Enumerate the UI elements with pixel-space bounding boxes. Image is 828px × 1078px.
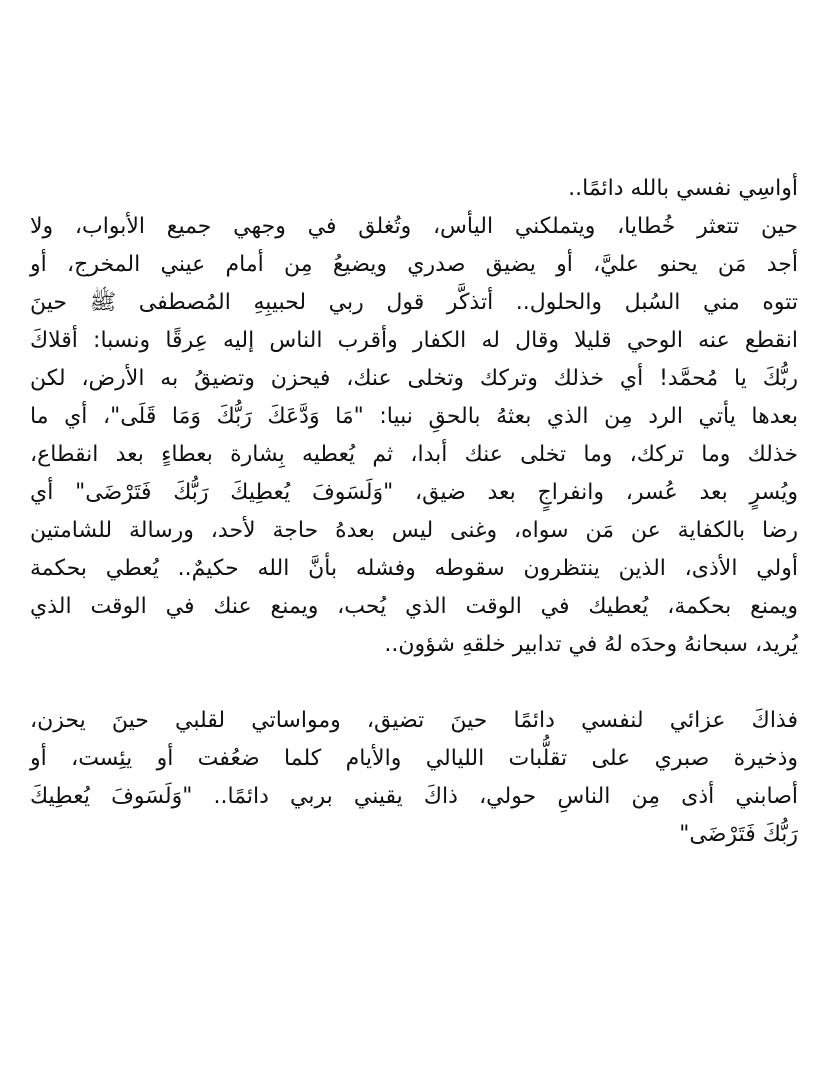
- text-line: أولي الأذى، الذين ينتظرون سقوطه وفشله بأنَّ الله حكيمٌ.. يُعطي بحكمة: [30, 556, 798, 581]
- paragraph-gap: [30, 664, 798, 702]
- text-line: أجد مَن يحنو عليَّ، أو يضيق صدري ويضيعُ مِن أمام عيني المخرج، أو: [30, 252, 798, 277]
- text-line: يُريد، سبحانهُ وحدَه لهُ في تدابير خلقهِ شؤون..: [384, 632, 798, 657]
- document-page: [0, 170, 828, 854]
- text-line: أواسِي نفسي بالله دائمًا..: [568, 176, 798, 201]
- text-line: تتوه مني السُبل والحلول.. أتذكَّر قول ربي لحبيبِهِ المُصطفى ﷺ حينَ: [30, 290, 798, 315]
- text-line: خذلك وما تركك، وما تخلى عنك أبدا، ثم يُعطيه بِشارة بعطاءٍ بعد انقطاع،: [30, 442, 798, 467]
- text-line: فذاكَ عزائي لنفسي دائمًا حينَ تضيق، ومواساتي لقلبي حينَ يحزن،: [30, 708, 798, 733]
- text-line: ويمنع بحكمة، يُعطيك في الوقت الذي يُحب، ويمنع عنك في الوقت الذي: [30, 594, 798, 619]
- text-line: رَبُّكَ فَتَرْضَى": [679, 822, 798, 847]
- text-line: ويُسرٍ بعد عُسر، وانفراجٍ بعد ضيق، "وَلَسَوفَ يُعطِيكَ رَبُّكَ فَتَرْضَى" أي: [30, 480, 798, 505]
- paragraph-1: [30, 170, 798, 664]
- text-line: وذخيرة صبري على تقلُّبات الليالي والأيام كلما ضعُفت أو يئِست، أو: [30, 746, 798, 771]
- text-line: بعدها يأتي الرد مِن الذي بعثهُ بالحقِ نبيا: "مَا وَدَّعَكَ رَبُّكَ وَمَا قَلَى"، أي ما: [30, 404, 798, 429]
- text-line: حين تتعثر خُطايا، ويتملكني اليأس، وتُغلق في وجهي جميع الأبواب، ولا: [30, 214, 798, 239]
- text-line: ربُّكَ يا مُحمَّد! أي خذلك وتركك وتخلى عنك، فيحزن وتضيقُ به الأرض، لكن: [30, 366, 798, 391]
- text-line: رضا بالكفاية عن مَن سواه، وغنى ليس بعدهُ حاجة لأحد، ورسالة للشامتين: [30, 518, 798, 543]
- paragraph-2: [30, 702, 798, 854]
- text-line: أصابني أذى مِن الناسِ حولي، ذاكَ يقيني بربي دائمًا.. "وَلَسَوفَ يُعطِيكَ: [30, 784, 798, 809]
- text-line: انقطع عنه الوحي قليلا وقال له الكفار وأقرب الناس إليه عِرقًا ونسبا: أقلاكَ: [30, 328, 798, 353]
